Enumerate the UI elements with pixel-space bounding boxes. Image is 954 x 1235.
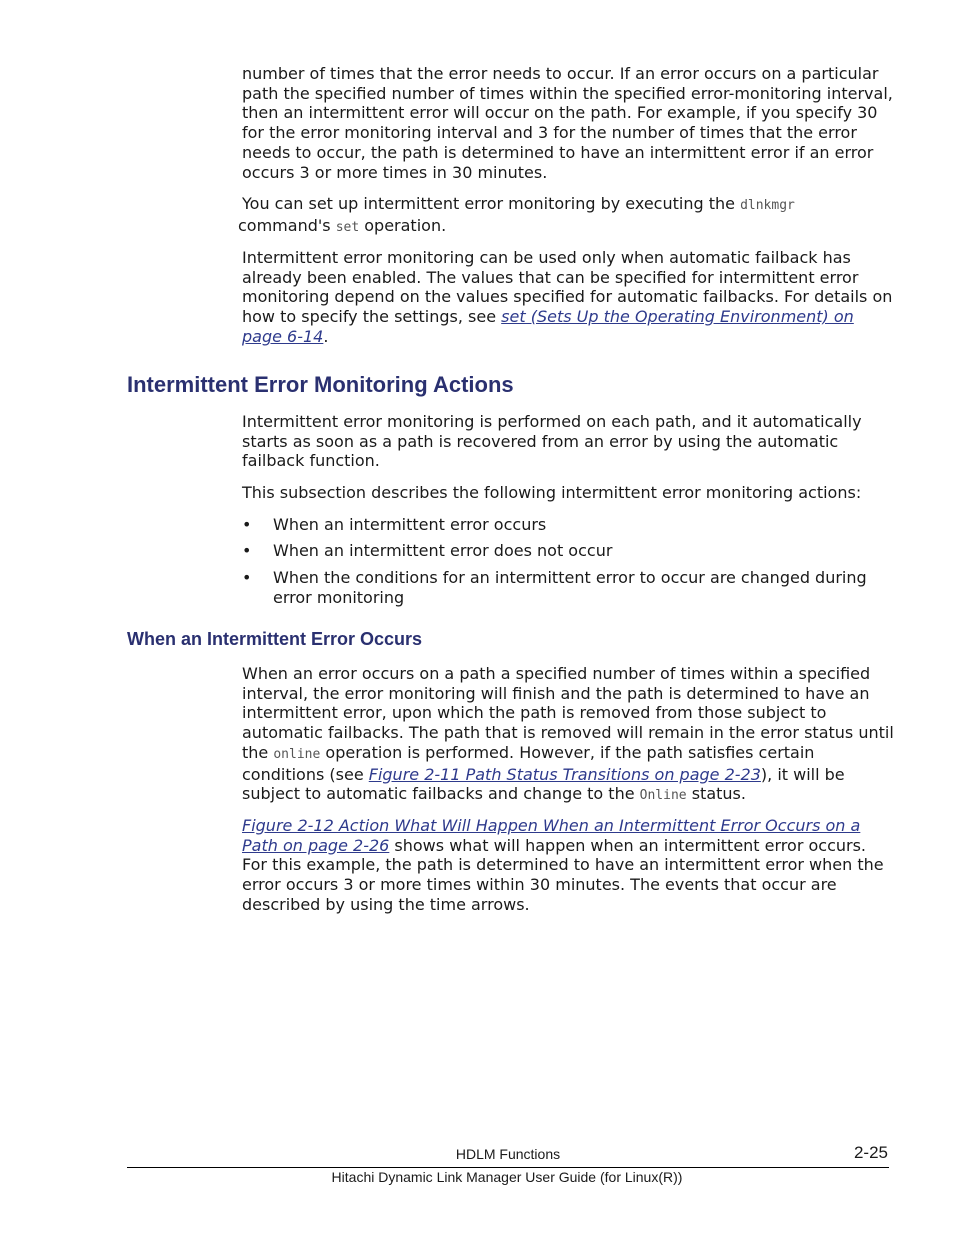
command-dlnkmgr: dlnkmgr — [740, 198, 795, 213]
bullet-icon: • — [242, 541, 252, 560]
text-run: When an error occurs on a path a specified number of times within a specified interval, the error monitoring will finish and the path is determined to have an intermittent error, upon which the path is removed from those subject to automatic failbacks. The path that is removed will remain in the error status until the — [242, 664, 894, 762]
bullet-icon: • — [242, 568, 252, 587]
status-online: Online — [639, 788, 687, 804]
text-run: Intermittent error monitoring can be used only when automatic failback has already been enabled. The values that can be specified for intermittent error monitoring depend on the values specified for automatic failbacks. For details on how to specify the settings, see — [242, 248, 893, 327]
text-run: . — [323, 326, 329, 346]
text-run: command's — [238, 215, 336, 235]
section-heading: Intermittent Error Monitoring Actions — [127, 372, 514, 397]
section-paragraph-2: This subsection describes the following intermittent error monitoring actions: — [242, 483, 862, 502]
section-paragraph-1: Intermittent error monitoring is performed on each path, and it automatically starts as soon as a path is recovered from an error by using the automatic failback function. — [242, 412, 862, 471]
command-online: online — [273, 746, 321, 762]
command-set: set — [335, 219, 360, 235]
footer-divider — [127, 1167, 889, 1168]
text-run: You can set up intermittent error monitoring by executing the — [242, 194, 741, 213]
link-figure-2-11[interactable]: Figure 2-11 Path Status Transitions on page 2-23 — [368, 764, 761, 784]
intro-paragraph-1: number of times that the error needs to occur. If an error occurs on a particular path the specified number of times within the specified error-monitoring interval, then an intermittent error will occur on the path. For example, if you specify 30 for the error monitoring interval and 3 for the number of times that the error needs to occur, the path is determined to have an intermittent error if an error occurs 3 or more times in 30 minutes. — [242, 64, 893, 182]
bullet-icon: • — [242, 515, 252, 534]
list-item-text: When an intermittent error does not occur — [273, 541, 613, 560]
subsection-heading: When an Intermittent Error Occurs — [127, 629, 423, 649]
subsection-paragraph-1 — [242, 664, 894, 806]
subsection-paragraph-2 — [242, 816, 894, 915]
intro-paragraph-3 — [242, 248, 894, 347]
link-set-operating-environment[interactable]: set (Sets Up the Operating Environment) on page 6-14 — [242, 307, 854, 346]
link-figure-2-12[interactable]: Figure 2-12 Action What Will Happen When an Intermittent Error Occurs on a Path on page 2-26 — [242, 816, 861, 855]
footer-book-title: Hitachi Dynamic Link Manager User Guide (for Linux(R)) — [331, 1169, 683, 1185]
text-run: operation. — [359, 215, 447, 235]
list-item-text: When an intermittent error occurs — [273, 515, 547, 534]
intro-paragraph-2 — [238, 194, 894, 237]
list-item-text: When the conditions for an intermittent error to occur are changed during error monitoring — [273, 568, 867, 607]
text-run: ), it will be subject to automatic failbacks and change to the — [242, 764, 845, 804]
text-run: status. — [686, 784, 746, 804]
text-run: operation is performed. However, if the path satisfies certain conditions (see — [242, 742, 815, 784]
text-run: shows what will happen when an intermittent error occurs. For this example, the path is determined to have an intermittent error when the error occurs 3 or more times within 30 minutes. The events that occur are described by using the time arrows. — [242, 835, 884, 914]
footer-chapter: HDLM Functions — [455, 1146, 561, 1162]
page-number: 2-25 — [853, 1143, 888, 1162]
